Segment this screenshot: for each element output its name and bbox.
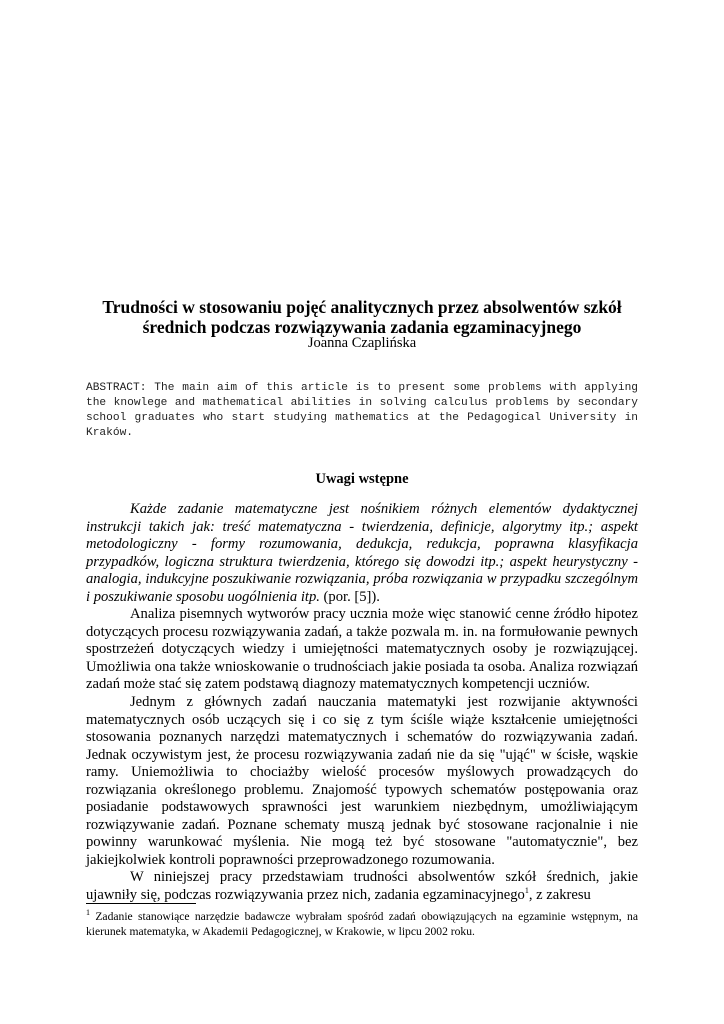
section-heading: Uwagi wstępne — [315, 471, 409, 487]
paragraph-4-start: W niniejszej pracy przedstawiam trudności absolwentów szkół średnich, jakie ujawniły się, podczas rozwiązywania przez nich, zadania egzaminacyjnego — [86, 869, 638, 904]
paragraph-3: Jednym z głównych zadań nauczania matematyki jest rozwijanie aktywności matematycznych osób uczących się i co się z tym ściśle wiąże kształcenie umiejętności stosowania poznanych narzędzi matematycznych i schematów do rozwiązywania zadań. Jednak oczywistym jest, że procesu rozwiązywania zadań nie da się "ująć" w ścisłe, wąskie ramy. Uniemożliwia to chociażby wielość procesów myślowych prowadzących do rozwiązania określonego problemu. Znajomość typowych schematów postępowania oraz posiadanie podstawowych sprawności jest warunkiem niezbędnym, umożliwiającym rozwiązywanie zadań. Poznane schematy muszą jednak być stosowane racjonalnie i nie powinny warunkować myślenia. Nie mogą też być stosowane "automatycznie", bez jakiejkolwiek kontroli poprawności przeprowadzonego rozumowania. — [86, 694, 638, 868]
footnote-separator — [86, 903, 196, 904]
paragraph-1-citation: (por. [5]). — [319, 588, 380, 605]
paragraph-1-italic: Każde zadanie matematyczne jest nośnikiem różnych elementów dydaktycznej instrukcji takich jak: treść matematyczna - twierdzenia, definicje, algorytmy itp.; aspekt metodologiczny - formy rozumowania, dedukcja, redukcja, poprawna klasyfikacja przypadków, logiczna struktura twierdzenia, którego się dowodzi itp.; aspekt heurystyczny - analogia, indukcyjne poszukiwanie rozwiązania, próba rozwiązania w przypadku szczególnym i poszukiwanie sposobu uogólnienia itp. — [86, 501, 638, 605]
author-name: Joanna Czaplińska — [307, 335, 417, 351]
body-text — [86, 501, 638, 905]
article-title — [86, 297, 638, 337]
title-line-2: średnich podczas rozwiązywania zadania egzaminacyjnego — [142, 317, 582, 337]
footnote — [86, 909, 638, 939]
footnote-reference[interactable]: 1 — [524, 886, 529, 896]
paragraph-1 — [86, 501, 638, 606]
abstract-text: ABSTRACT: The main aim of this article is to present some problems with applying the knowlege and mathematical abilities in solving calculus problems by secondary school graduates who start studying mathematics at the Pedagogical University in Kraków. — [86, 382, 638, 439]
paragraph-4 — [86, 869, 638, 904]
paragraph-2: Analiza pisemnych wytworów pracy ucznia może więc stanowić cenne źródło hipotez dotyczących procesu rozwiązywania zadań, a także pozwala m. in. na formułowanie pewnych spostrzeżeń dotyczących wiedzy i umiejętności matematycznych osoby je rozwiązującej. Umożliwia ona także wnioskowanie o trudnościach jakie posiada ta osoba. Analiza rozwiązań zadań może stać się zatem podstawą diagnozy matematycznych kompetencji uczniów. — [86, 606, 638, 693]
footnote-mark: 1 — [86, 908, 90, 918]
paragraph-4-end: , z zakresu — [528, 887, 591, 904]
title-line-1: Trudności w stosowaniu pojęć analitycznych przez absolwentów szkół — [102, 297, 622, 317]
footnote-text: Zadanie stanowiące narzędzie badawcze wybrałam spośród zadań obowiązujących na egzaminie wstępnym, na kierunek matematyka, w Akademii Pedagogicznej, w Krakowie, w lipcu 2002 roku. — [86, 910, 638, 938]
